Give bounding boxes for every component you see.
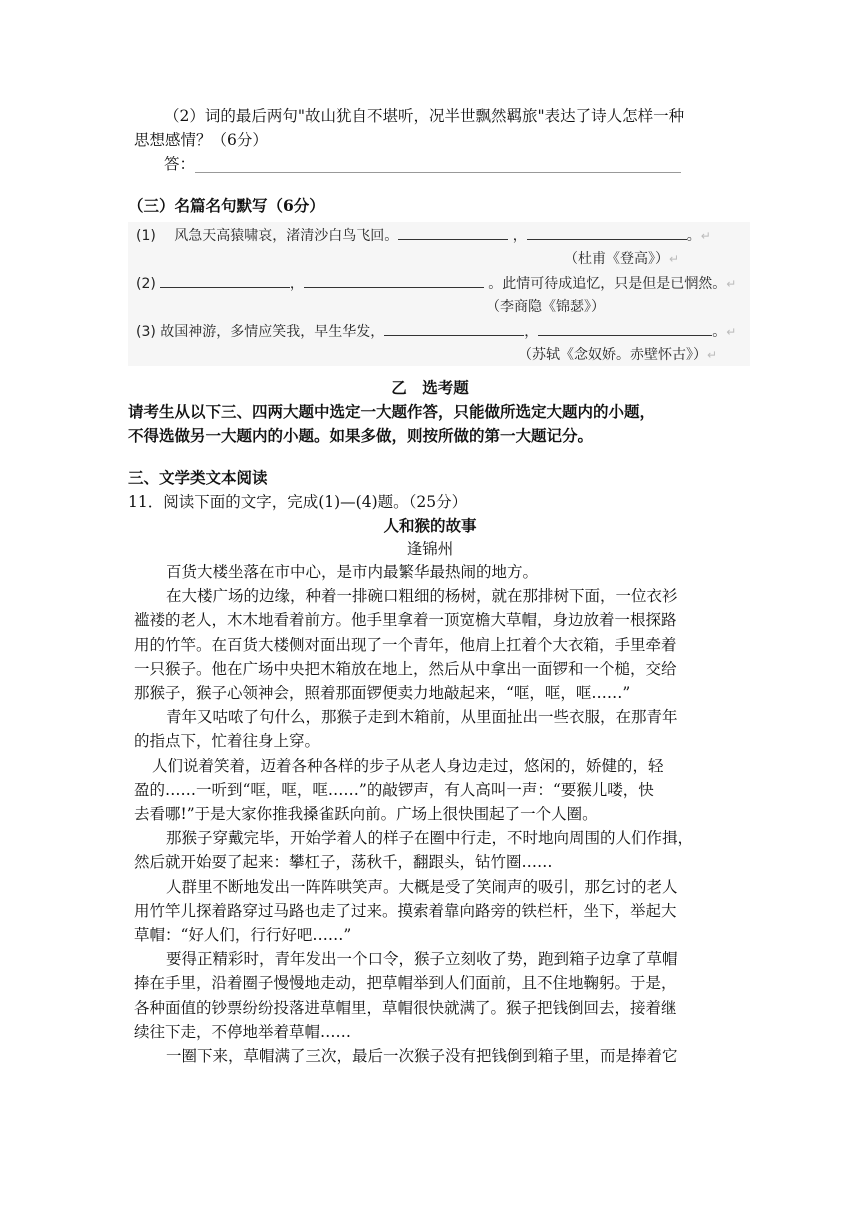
- story-line: 然后就开始耍了起来：攀杠子，荡秋千，翻跟头，钻竹圈……: [134, 853, 553, 871]
- question-11: 11．阅读下面的文字，完成(1)—(4)题。（25分）: [128, 493, 468, 511]
- quote-fill-box: [128, 222, 750, 366]
- story-line: 盈的……一听到“哐，哐，哐……”的敲锣声，有人高叫一声：“要猴儿喽，快: [134, 781, 654, 799]
- story-line: 各种面值的钞票纷纷投落进草帽里，草帽很快就满了。猴子把钱倒回去，接着继: [134, 999, 677, 1017]
- quote-item-1: [136, 224, 711, 248]
- story-line: 那猴子穿戴完毕，开始学着人的样子在圈中行走，不时地向周围的人们作揖，: [166, 829, 694, 847]
- q2-answer: [164, 152, 681, 176]
- quote-item-2: [136, 272, 736, 296]
- section-3-heading: （三）名篇名句默写（6分）: [128, 196, 325, 215]
- item-1-blank-a[interactable]: [398, 226, 508, 240]
- story-line: 百货大楼坐落在市中心，是市内最繁华最热闹的地方。: [166, 563, 539, 581]
- q2-line-1: （2）词的最后两句"故山犹自不堪听，况半世飘然羁旅"表达了诗人怎样一种: [164, 107, 685, 125]
- item-3-end: 。: [712, 324, 727, 340]
- literature-section-heading: 三、文学类文本阅读: [128, 468, 268, 487]
- story-title: 人和猴的故事: [383, 516, 477, 535]
- story-line: 在大楼广场的边缘，种着一排碗口粗细的杨树，就在那排树下面，一位衣衫: [166, 587, 678, 605]
- answer-blank[interactable]: [195, 158, 681, 173]
- part-b-title: 乙 选考题: [391, 378, 469, 397]
- story-line: 捧在手里，沿着圈子慢慢地走动，把草帽举到人们面前，且不住地鞠躬。于是，: [134, 974, 677, 992]
- story-line: 褴褛的老人，木木地看着前方。他手里拿着一顶宽檐大草帽，身边放着一根探路: [134, 611, 677, 629]
- item-1-blank-b[interactable]: [527, 226, 687, 240]
- item-1-comma: ，: [512, 228, 527, 244]
- quote-item-3: [136, 320, 736, 344]
- return-mark-icon: ↵: [669, 252, 680, 266]
- item-3-blank-b[interactable]: [538, 322, 712, 336]
- item-2-text: 。此情可待成追忆，只是但是已惘然。: [488, 276, 727, 292]
- q2-line-2: 思想感情？（6分）: [134, 131, 268, 149]
- part-b-note-1: 请考生从以下三、四两大题中选定一大题作答，只能做所选定大题内的小题，: [128, 402, 656, 421]
- story-line: 用的竹竿。在百货大楼侧对面出现了一个青年，他肩上扛着个大衣箱，手里牵着: [134, 636, 677, 654]
- item-3-comma: ，: [524, 324, 539, 340]
- story-line: 去看哪!”于是大家你推我搡雀跃向前。广场上很快围起了一个人圈。: [134, 805, 598, 823]
- item-1-source: （杜甫《登高》）↵: [564, 251, 680, 267]
- story-line: 要得正精彩时，青年发出一个口令，猴子立刻收了势，跑到箱子边拿了草帽: [166, 950, 678, 968]
- return-mark-icon: ↵: [726, 325, 737, 339]
- story-line: 人们说着笑着，迈着各种各样的步子从老人身边走过，悠闲的，娇健的，轻: [152, 757, 664, 775]
- story-author: 逢锦州: [406, 540, 454, 558]
- story-line: 用竹竿儿探着路穿过马路也走了过来。摸索着靠向路旁的铁栏杆，坐下，举起大: [134, 902, 677, 920]
- story-line: 一只猴子。他在广场中央把木箱放在地上，然后从中拿出一面锣和一个槌，交给: [134, 660, 677, 678]
- item-1-number: (1): [136, 228, 156, 244]
- item-2-number: (2): [136, 276, 156, 292]
- answer-label: 答：: [164, 155, 196, 173]
- item-3-text: (3) 故国神游，多情应笑我，早生华发，: [136, 324, 385, 340]
- item-2-blank-b[interactable]: [304, 274, 484, 288]
- item-3-source: （苏轼《念奴娇。赤壁怀古》）↵: [518, 347, 718, 363]
- return-mark-icon: ↵: [726, 277, 737, 291]
- story-line: 的指点下，忙着往身上穿。: [134, 732, 321, 750]
- story-line: 一圈下来，草帽满了三次，最后一次猴子没有把钱倒到箱子里，而是捧着它: [166, 1047, 678, 1065]
- return-mark-icon: ↵: [707, 348, 718, 362]
- item-1-text: 风急天高猿啸哀，渚清沙白鸟飞回。: [174, 228, 399, 244]
- story-line: 青年又咕哝了句什么，那猴子走到木箱前，从里面扯出一些衣服，在那青年: [166, 708, 678, 726]
- story-line: 人群里不断地发出一阵阵哄笑声。大概是受了笑闹声的吸引，那乞讨的老人: [166, 878, 678, 896]
- return-mark-icon: ↵: [700, 229, 711, 243]
- story-line: 草帽：“好人们，行行好吧……”: [134, 926, 352, 944]
- part-b-note-2: 不得选做另一大题内的小题。如果多做，则按所做的第一大题记分。: [128, 426, 594, 445]
- item-2-source: （李商隐《锦瑟》）: [486, 299, 605, 315]
- story-line: 那猴子，猴子心领神会，照着那面锣便卖力地敲起来，“哐，哐，哐……”: [134, 684, 631, 702]
- story-line: 续往下走，不停地举着草帽……: [134, 1023, 352, 1041]
- item-2-comma: ，: [289, 276, 304, 292]
- item-3-blank-a[interactable]: [384, 322, 524, 336]
- item-1-end: 。: [686, 228, 701, 244]
- item-2-blank-a[interactable]: [160, 274, 290, 288]
